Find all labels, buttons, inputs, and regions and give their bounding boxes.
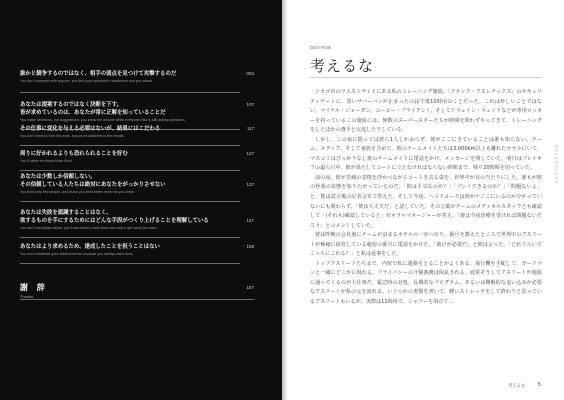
paragraph: しかし、この夜に限っては彼ら1人しかおらず、彼がここにきていることは誰も知らない。チーム、メディア、そして家族を含めて。彼のチームメイトたちは3,000km以上も離れたホテルにいて、マスコミはぴっかりなし彼のチームメイトに電話をかけ、メッセージを残していた。明日はプレイオフの最ら只中、彼が果たしてコートに立たなければならない時間まで、残り20時間を切っていた。: [310, 136, 542, 172]
toc-entry-title: あなたはより求めるため、達成したことを祝うことはない: [20, 244, 160, 250]
paragraph: 前の夜、彼が苦痛の表情を浮かべながらコートを去る姿を、世界中が目の当たりにした。誰もが彼の怪我の状態を知りたがっていたのだ。「彼は平気なのか？」「プレイできるのか？」「問題ないよ」と、彼は試合後の記者会見で答えた。そして今夜、ヘッドコーチは彼がケジこにいるのか分かっていないにも関わらず、「彼は大丈夫だ」と話していた。その言葉がチームのメディカルスタッフとも確認して「(それも)確認していると」ゼネラルマネージャーが答え、「彼は今夜治療を受ければ問題ないだろう」とコメントしていた。: [310, 174, 542, 229]
toc-page-number: 107: [246, 102, 254, 107]
toc-entry-7[interactable]: [20, 243, 254, 257]
toc-entry-3[interactable]: [20, 125, 254, 139]
toc-divider: [20, 201, 240, 202]
toc-entry-1[interactable]: [20, 70, 254, 84]
thanks-subtitle: Thanks: [20, 294, 34, 299]
toc-divider: [20, 92, 240, 93]
toc-entry-6[interactable]: [20, 209, 254, 231]
toc-page-number: 093: [246, 71, 254, 76]
page-number: 5: [538, 382, 541, 388]
toc-divider: [20, 170, 240, 171]
toc-entry-title: あなたは失敗を認識することはなく、: [20, 210, 112, 216]
chapter-title: 考えるな: [310, 57, 375, 75]
toc-entry-title: 誰かと競争するのではなく、相手の弱点を見つけて攻撃するのだ: [20, 71, 177, 77]
toc-entry-subtitle: You trust very few people, and those you trust better never let you down.: [20, 190, 136, 194]
thanks-title: 謝 辞: [20, 283, 48, 292]
chapter-eyebrow: Don't Think: [310, 45, 331, 50]
toc-entry-subtitle: You make decisions, not suggestions; you know the answer while everyone else is still asking questions.: [20, 118, 186, 122]
running-side-label: RELENTLESS: [554, 145, 559, 185]
toc-entry-4[interactable]: [20, 150, 254, 164]
toc-entry-title: あなたは提案するのではなく決断を下す。: [20, 102, 122, 108]
toc-entry-subtitle: You don't celebrate your achievements because you always want more.: [20, 252, 134, 256]
title-divider: [310, 77, 542, 78]
toc-entry-title: 皆が求めているのは、あなたが常に正解を知っていることだ: [20, 110, 166, 116]
toc-entry-subtitle: You'd rather be feared than liked.: [20, 159, 73, 163]
toc-entry-thanks[interactable]: [20, 282, 254, 299]
toc-page-number: 147: [246, 218, 254, 223]
toc-entry-title: その仕事に変化を与える必要はないが、結果にはこだわる: [20, 126, 161, 132]
toc-page-number: 117: [246, 126, 254, 131]
paragraph: トップアスリートたちまで、内密で私に連絡をとることがよくある。飛行機を手配して、ガードマンと一緒にどこかに現れる。プライバシーの守秘義務は保証される。通常そうしてアスリートが施設に通ってくるのが大仕事だ。緊急時の対処、長期的なプログラム、あるいは難解的な追い込みが必要なアスリートが私の元を訪れる。いくつかの書類を書いて、軽いストレッチをして終わりと思っているアスリートもいるが、実際は11時頃で、シャワーを浴びて…: [310, 260, 542, 306]
body-text: [310, 88, 542, 308]
toc-entry-title: その信頼している人たちは絶対にあなたをがっかりさせない: [20, 182, 166, 188]
toc-page-number: 159: [246, 244, 254, 249]
paragraph: 彼は昨晩の会見後にチームが泊まるホテルの一室へ戻り、番号を教えたところで世界中のアスリートが極秘に保管している秘密の番号に電話をかけた。「助けが必要だ」と彼は言った。「どれぐらいでこっちにこれる？」と私は返事をした。: [310, 232, 542, 258]
toc-divider: [20, 145, 240, 146]
toc-entry-subtitle: You don't compete with anyone, you find your opponent's weakness and you attack.: [20, 79, 154, 83]
toc-entry-subtitle: You don't recognize failure; you know there's more than one way to get what you want.: [20, 226, 158, 230]
toc-page-number: 167: [246, 285, 254, 290]
toc-divider: [20, 299, 254, 300]
toc-divider: [20, 237, 240, 238]
toc-entry-2[interactable]: [20, 101, 254, 123]
toc-entry-title: 欲するものを手にするためにはどんな手段がつくり上げることを理解している: [20, 218, 209, 224]
toc-entry-subtitle: You don't have to love the work, but you're addicted to the results.: [20, 134, 125, 138]
toc-page-number: 137: [246, 182, 254, 187]
toc-divider: [20, 263, 240, 264]
paragraph: シカゴ市のウエストサイドにある私のトレーニング施設、「アタック・アスレチックス」のセキュリティゲートに、黒いサバーバンが止まったのは午後10時頃のことだった。これは珍しいことではない。マイケル・ジョーダン、コービー・ブライアント、そしてドウェイン・ウェイドなどが専用ロッカーを持っているこの施設には、無数のスーパースターたちが時間を問わずやってきて、トレーニングをしたほかの選手と交流したりしている。: [310, 89, 542, 134]
chapter-page: [288, 0, 564, 400]
toc-entry-title: 周りに好かれるよりも恐れられることを好む: [20, 151, 128, 157]
folio-label: 考えるな: [508, 383, 526, 388]
toc-page-number: 127: [246, 151, 254, 156]
toc-entry-5[interactable]: [20, 173, 254, 195]
toc-entry-title: あなたは少数しか信頼しない。: [20, 174, 96, 180]
